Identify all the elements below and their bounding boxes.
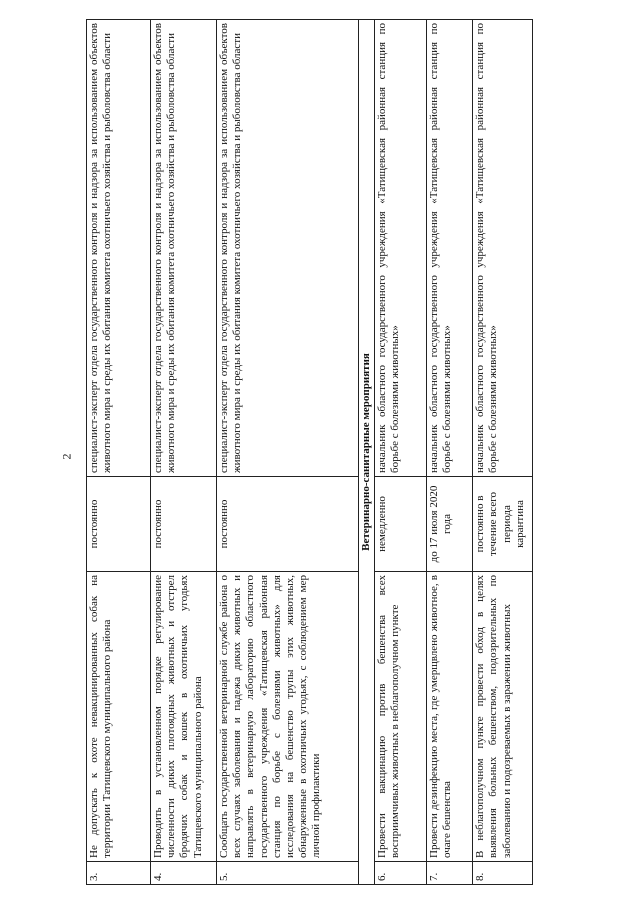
rotated-page-content — [86, 20, 532, 885]
table-row — [217, 20, 359, 885]
responsible-text: начальник областного государственного учреждения «Татищевская районная станция по борьбе с болезнями животных» — [427, 20, 473, 477]
table-row — [375, 20, 427, 885]
section-title: Ветеринарно-санитарные мероприятия — [359, 20, 375, 885]
responsible-text: начальник областного государственного учреждения «Татищевская районная станция по борьбе с болезнями животных» — [375, 20, 427, 477]
measures-table — [86, 19, 533, 885]
measure-text: Не допускать к охоте невакцинированных собак на территории Татищевского муниципального района — [87, 572, 151, 862]
measure-text: Проводить в установленном порядке регулирование численности диких плотоядных животных и отстрел бродячих собак и кошек в охотничьих угодьях Татищевского муниципального района — [151, 572, 217, 862]
deadline-text: постоянно — [87, 477, 151, 572]
row-number: 5. — [217, 862, 359, 885]
table-row — [427, 20, 473, 885]
table-row — [473, 20, 533, 885]
row-number: 8. — [473, 862, 533, 885]
deadline-text: постоянно в течение всего периода карантина — [473, 477, 533, 572]
deadline-text: постоянно — [151, 477, 217, 572]
row-number: 3. — [87, 862, 151, 885]
measure-text: Сообщать государственной ветеринарной службе района о всех случаях заболевания и падежа диких животных и направлять в ветеринарную лабораторию областного государственного учреждения «Татищевская районная станция по борьбе с болезнями животных» для исследования на бешенство трупы этих животных, обнаруженные в охотничьих угодьях, с соблюдением мер личной профилактики — [217, 572, 359, 862]
responsible-text: специалист-эксперт отдела государственного контроля и надзора за использованием объектов животного мира и среды их обитания комитета охотничьего хозяйства и рыболовства области — [151, 20, 217, 477]
measure-text: Провести вакцинацию против бешенства всех восприимчивых животных в неблагополучном пункте — [375, 572, 427, 862]
deadline-text: до 17 июля 2020 года — [427, 477, 473, 572]
responsible-text: начальник областного государственного учреждения «Татищевская районная станция по борьбе с болезнями животных» — [473, 20, 533, 477]
page-number: 2 — [59, 453, 74, 460]
responsible-text: специалист-эксперт отдела государственного контроля и надзора за использованием объектов животного мира и среды их обитания комитета охотничьего хозяйства и рыболовства области — [217, 20, 359, 477]
responsible-text: специалист-эксперт отдела государственного контроля и надзора за использованием объектов животного мира и среды их обитания комитета охотничьего хозяйства и рыболовства области — [87, 20, 151, 477]
row-number: 6. — [375, 862, 427, 885]
table-row — [87, 20, 151, 885]
measure-text: Провести дезинфекцию места, где умерщвлено животное, в очаге бешенства — [427, 572, 473, 862]
table-row — [151, 20, 217, 885]
deadline-text: немедленно — [375, 477, 427, 572]
row-number: 7. — [427, 862, 473, 885]
section-row — [359, 20, 375, 885]
measure-text: В неблагополучном пункте провести обход в целях выявления больных бешенством, подозрительных по заболеванию и подозреваемых в заражении животных — [473, 572, 533, 862]
deadline-text: постоянно — [217, 477, 359, 572]
row-number: 4. — [151, 862, 217, 885]
